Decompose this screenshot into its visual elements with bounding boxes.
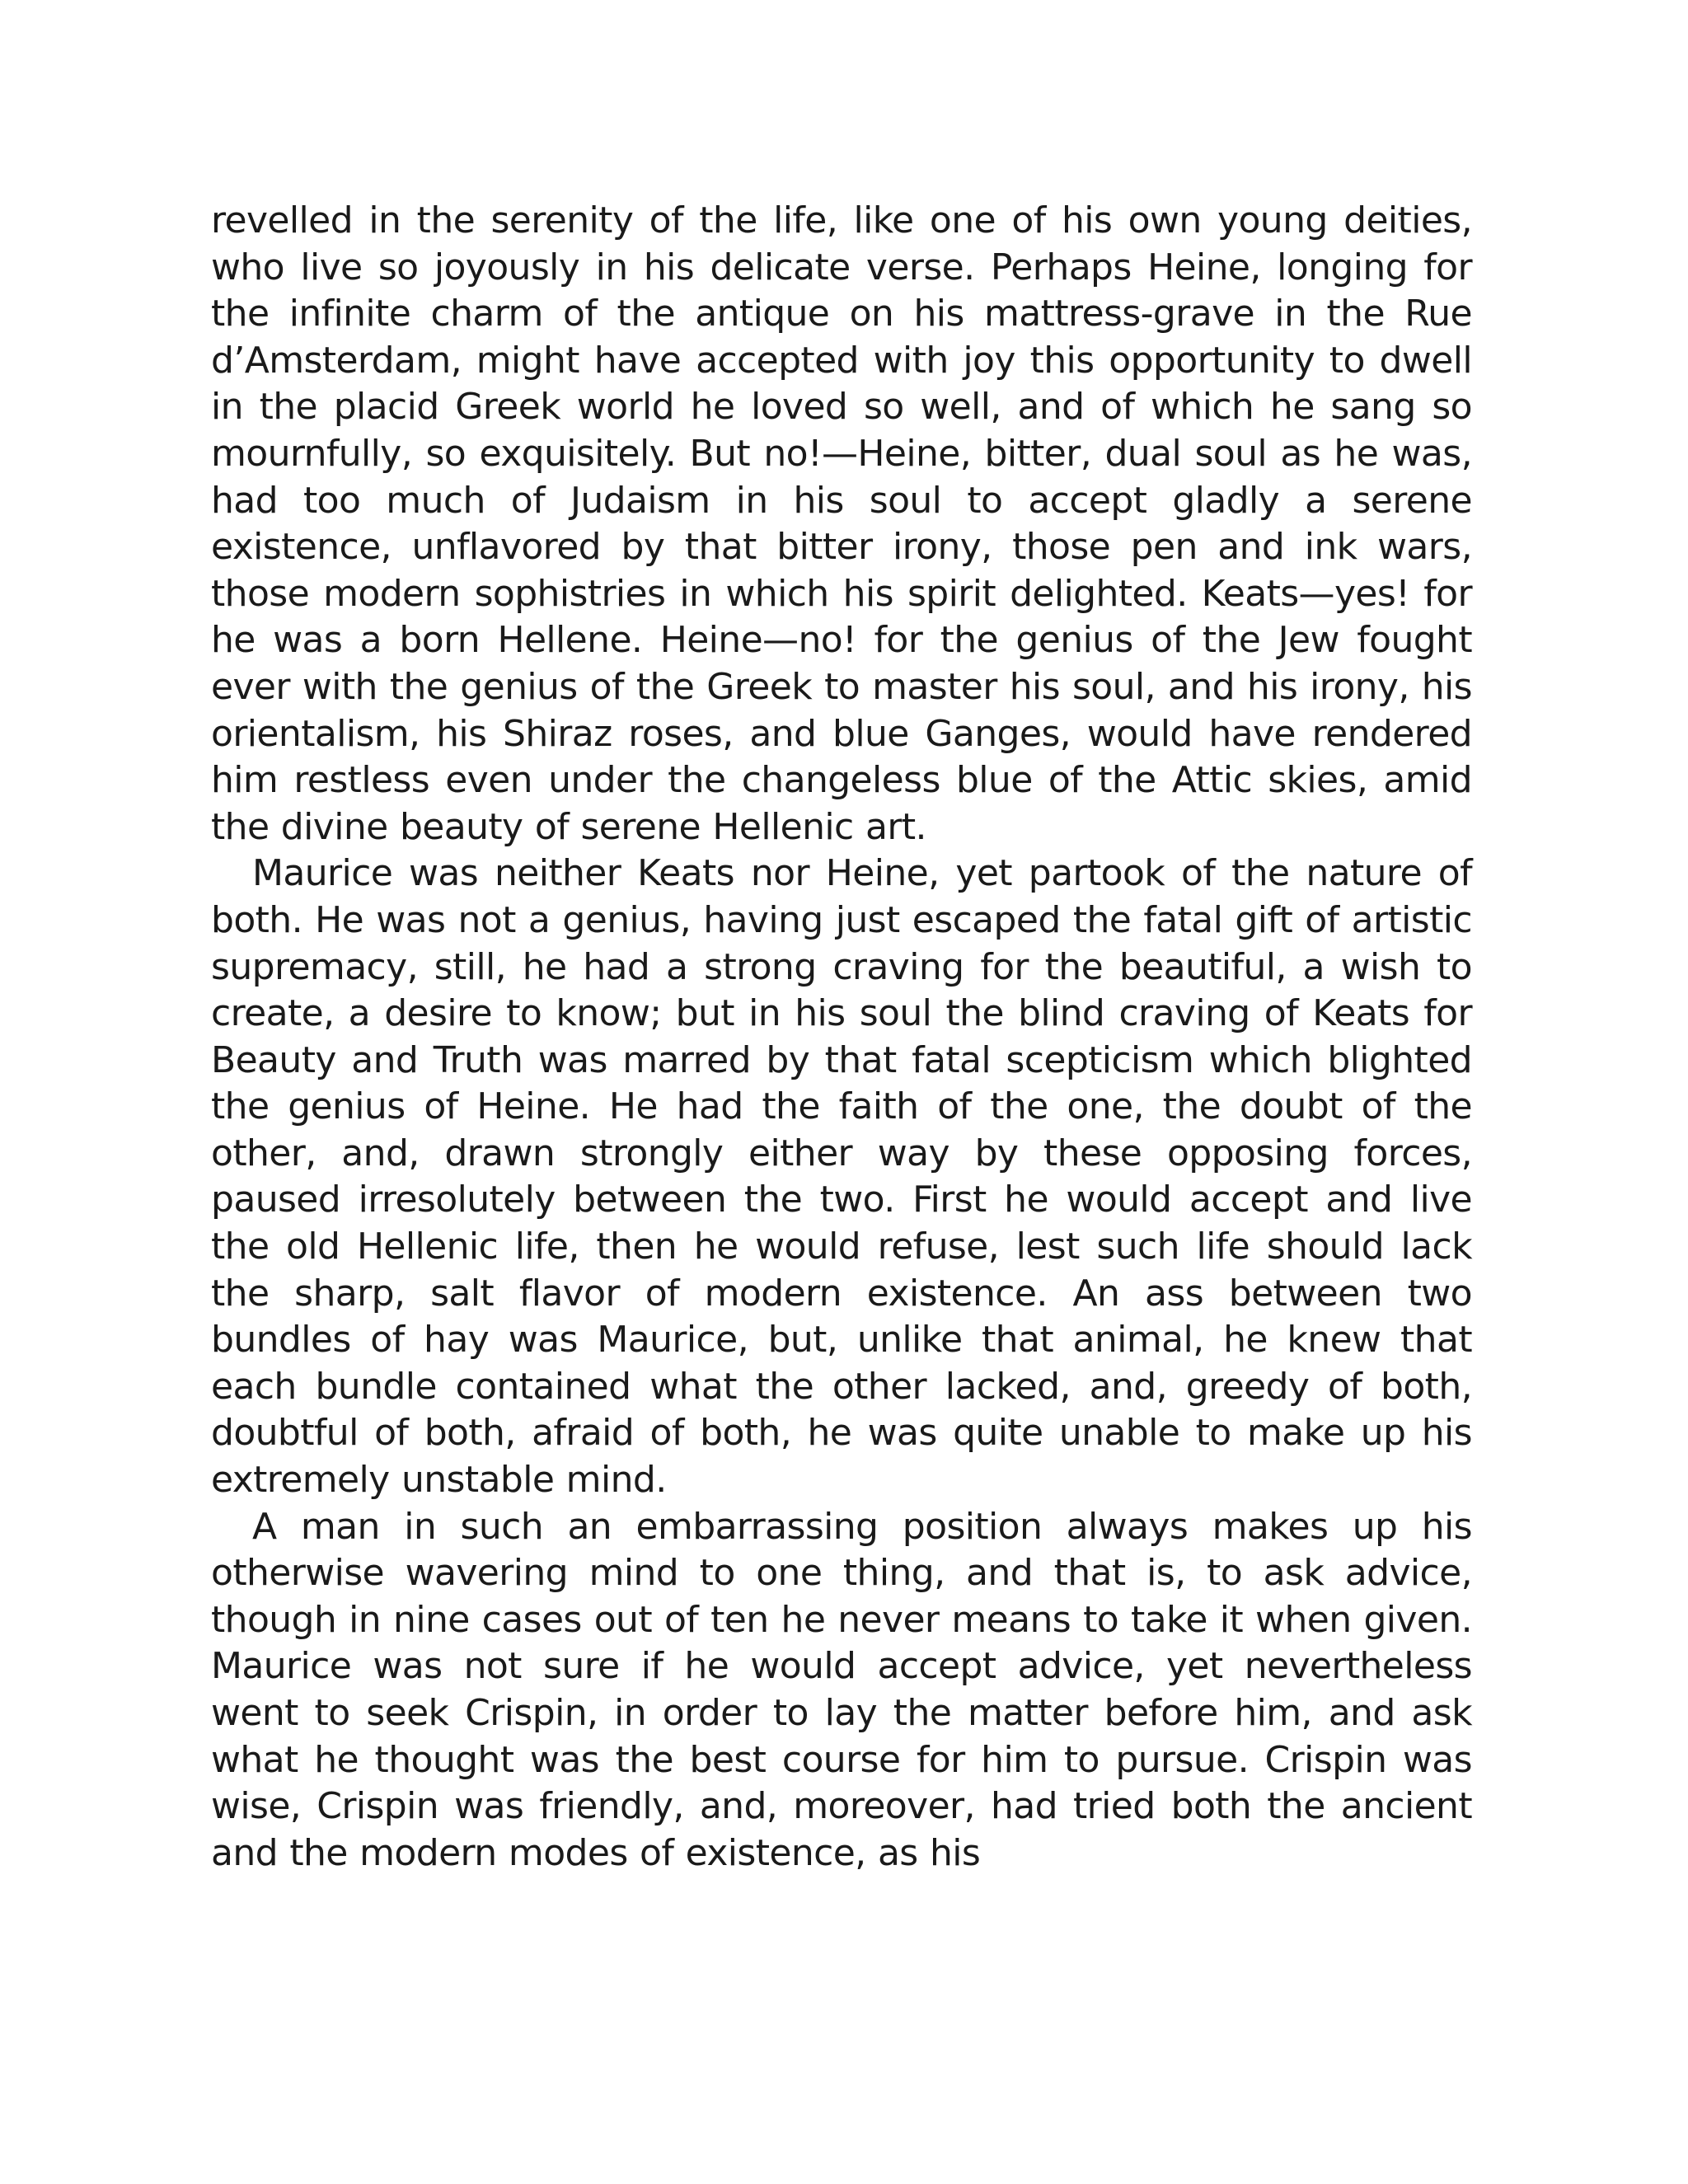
document-page bbox=[211, 198, 1472, 1877]
paragraph-2: Maurice was neither Keats nor Heine, yet partook of the nature of both. He was not a genius, having just escaped the fatal gift of artistic supremacy, still, he had a strong craving for the beautiful, a wish to create, a desire to know; but in his soul the blind craving of Keats for Beauty and Truth was marred by that fatal scepticism which blighted the genius of Heine. He had the faith of the one, the doubt of the other, and, drawn strongly either way by these opposing forces, paused irresolutely between the two. First he would accept and live the old Hellenic life, then he would refuse, lest such life should lack the sharp, salt flavor of modern existence. An ass between two bundles of hay was Maurice, but, unlike that animal, he knew that each bundle contained what the other lacked, and, greedy of both, doubtful of both, afraid of both, he was quite unable to make up his extremely unstable mind. bbox=[211, 852, 1472, 1502]
paragraph-3: A man in such an embarrassing position always makes up his otherwise wavering mind to one thing, and that is, to ask advice, though in nine cases out of ten he never means to take it when given. Maurice was not sure if he would accept advice, yet nevertheless went to seek Crispin, in order to lay the matter before him, and ask what he thought was the best course for him to pursue. Crispin was wise, Crispin was friendly, and, moreover, had tried both the ancient and the modern modes of existence, as his bbox=[211, 1505, 1472, 1874]
paragraph-1: revelled in the serenity of the life, like one of his own young deities, who live so joyously in his delicate verse. Perhaps Heine, longing for the infinite charm of the antique on his mattress-grave in the Rue d’Amsterdam, might have accepted with joy this opportunity to dwell in the placid Greek world he loved so well, and of which he sang so mournfully, so exquisitely. But no!—Heine, bitter, dual soul as he was, had too much of Judaism in his soul to accept gladly a serene existence, unflavored by that bitter irony, those pen and ink wars, those modern sophistries in which his spirit delighted. Keats—yes! for he was a born Hellene. Heine—no! for the genius of the Jew fought ever with the genius of the Greek to master his soul, and his irony, his orientalism, his Shiraz roses, and blue Ganges, would have rendered him restless even under the changeless blue of the Attic skies, amid the divine beauty of serene Hellenic art. bbox=[211, 199, 1472, 848]
